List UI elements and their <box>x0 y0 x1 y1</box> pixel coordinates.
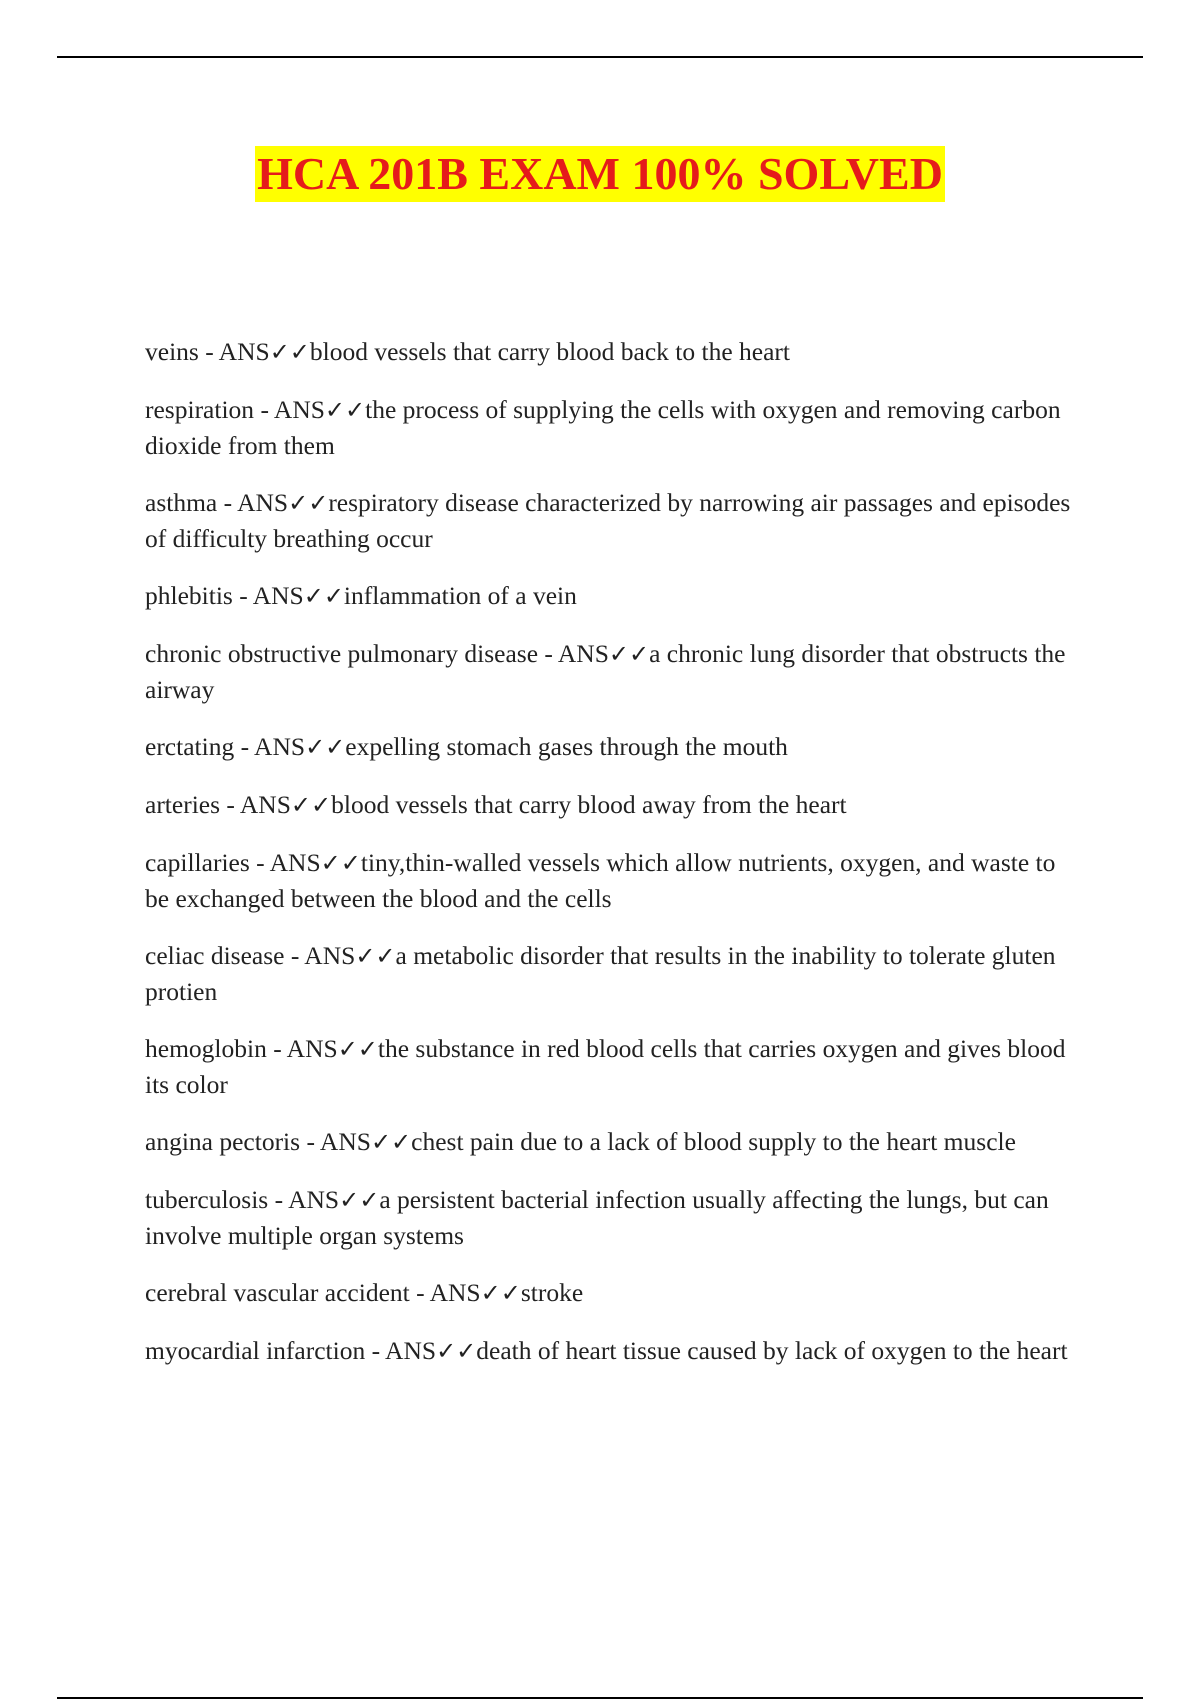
separator: - <box>249 848 270 877</box>
term: angina pectoris <box>145 1127 301 1156</box>
list-item <box>145 1124 1085 1160</box>
check-icon: ✓✓ <box>320 849 361 877</box>
definition: chest pain due to a lack of blood supply to the heart muscle <box>411 1127 1016 1156</box>
list-item <box>145 392 1085 463</box>
check-icon: ✓✓ <box>339 1186 380 1214</box>
separator: - <box>232 581 253 610</box>
check-icon: ✓✓ <box>370 1128 412 1156</box>
separator: - <box>365 1336 386 1365</box>
separator: - <box>284 941 305 970</box>
definition: the process of supplying the cells with oxygen and removing carbon dioxide from them <box>145 395 1061 460</box>
answer-prefix: ANS <box>218 337 270 366</box>
answer-prefix: ANS <box>269 848 321 877</box>
definition: tiny,thin-walled vessels which allow nutrients, oxygen, and waste to be exchanged between the blood and the cells <box>145 848 1056 913</box>
definition: blood vessels that carry blood away from the heart <box>331 790 847 819</box>
definition: stroke <box>520 1278 584 1307</box>
separator: - <box>268 1185 289 1214</box>
bottom-rule <box>57 1697 1143 1699</box>
list-item <box>145 334 1085 370</box>
check-icon: ✓✓ <box>290 791 332 819</box>
answer-prefix: ANS <box>319 1127 371 1156</box>
top-rule <box>57 56 1143 58</box>
answer-prefix: ANS <box>557 639 609 668</box>
separator: - <box>538 639 558 668</box>
answer-prefix: ANS <box>286 1034 338 1063</box>
definition: a persistent bacterial infection usually affecting the lungs, but can involve multiple organ systems <box>145 1185 1049 1250</box>
check-icon: ✓✓ <box>324 396 366 424</box>
separator: - <box>266 1034 287 1063</box>
definition: inflammation of a vein <box>343 581 577 610</box>
definition: blood vessels that carry blood back to the heart <box>309 337 791 366</box>
check-icon: ✓✓ <box>436 1337 477 1365</box>
definition: death of heart tissue caused by lack of oxygen to the heart <box>476 1336 1068 1365</box>
check-icon: ✓✓ <box>608 640 650 668</box>
qa-list <box>145 334 1085 1391</box>
check-icon: ✓✓ <box>288 489 329 517</box>
separator: - <box>217 488 238 517</box>
check-icon: ✓✓ <box>269 338 310 366</box>
term: celiac disease <box>145 941 285 970</box>
term: chronic obstructive pulmonary disease <box>145 639 539 668</box>
answer-prefix: ANS <box>288 1185 340 1214</box>
list-item <box>145 578 1085 614</box>
answer-prefix: ANS <box>273 395 325 424</box>
answer-prefix: ANS <box>237 488 289 517</box>
check-icon: ✓✓ <box>355 942 396 970</box>
definition: respiratory disease characterized by narrowing air passages and episodes of difficulty breathing occur <box>145 488 1071 553</box>
term: tuberculosis <box>145 1185 269 1214</box>
answer-prefix: ANS <box>429 1278 481 1307</box>
list-item <box>145 787 1085 823</box>
term: hemoglobin <box>145 1034 267 1063</box>
list-item <box>145 1182 1085 1253</box>
list-item <box>145 938 1085 1009</box>
separator: - <box>409 1278 430 1307</box>
term: asthma <box>145 488 218 517</box>
answer-prefix: ANS <box>252 581 304 610</box>
separator: - <box>300 1127 320 1156</box>
separator: - <box>198 337 219 366</box>
check-icon: ✓✓ <box>337 1035 378 1063</box>
list-item <box>145 729 1085 765</box>
term: erctating <box>145 732 235 761</box>
definition: the substance in red blood cells that carries oxygen and gives blood its color <box>145 1034 1066 1099</box>
answer-prefix: ANS <box>239 790 291 819</box>
title-block <box>0 146 1200 202</box>
separator: - <box>220 790 240 819</box>
answer-prefix: ANS <box>385 1336 437 1365</box>
list-item <box>145 1333 1085 1369</box>
separator: - <box>234 732 255 761</box>
answer-prefix: ANS <box>254 732 306 761</box>
document-title: HCA 201B EXAM 100% SOLVED <box>255 146 945 202</box>
answer-prefix: ANS <box>304 941 356 970</box>
term: arteries <box>145 790 221 819</box>
term: respiration <box>145 395 255 424</box>
list-item <box>145 1031 1085 1102</box>
term: myocardial infarction <box>145 1336 366 1365</box>
list-item <box>145 1275 1085 1311</box>
term: veins <box>145 337 199 366</box>
check-icon: ✓✓ <box>305 733 346 761</box>
check-icon: ✓✓ <box>480 1279 521 1307</box>
term: phlebitis <box>145 581 233 610</box>
definition: a metabolic disorder that results in the inability to tolerate gluten protien <box>145 941 1056 1006</box>
list-item <box>145 636 1085 707</box>
list-item <box>145 845 1085 916</box>
term: capillaries <box>145 848 250 877</box>
check-icon: ✓✓ <box>303 582 344 610</box>
list-item <box>145 485 1085 556</box>
definition: expelling stomach gases through the mouth <box>345 732 788 761</box>
definition: a chronic lung disorder that obstructs the airway <box>145 639 1066 704</box>
separator: - <box>254 395 274 424</box>
term: cerebral vascular accident <box>145 1278 410 1307</box>
